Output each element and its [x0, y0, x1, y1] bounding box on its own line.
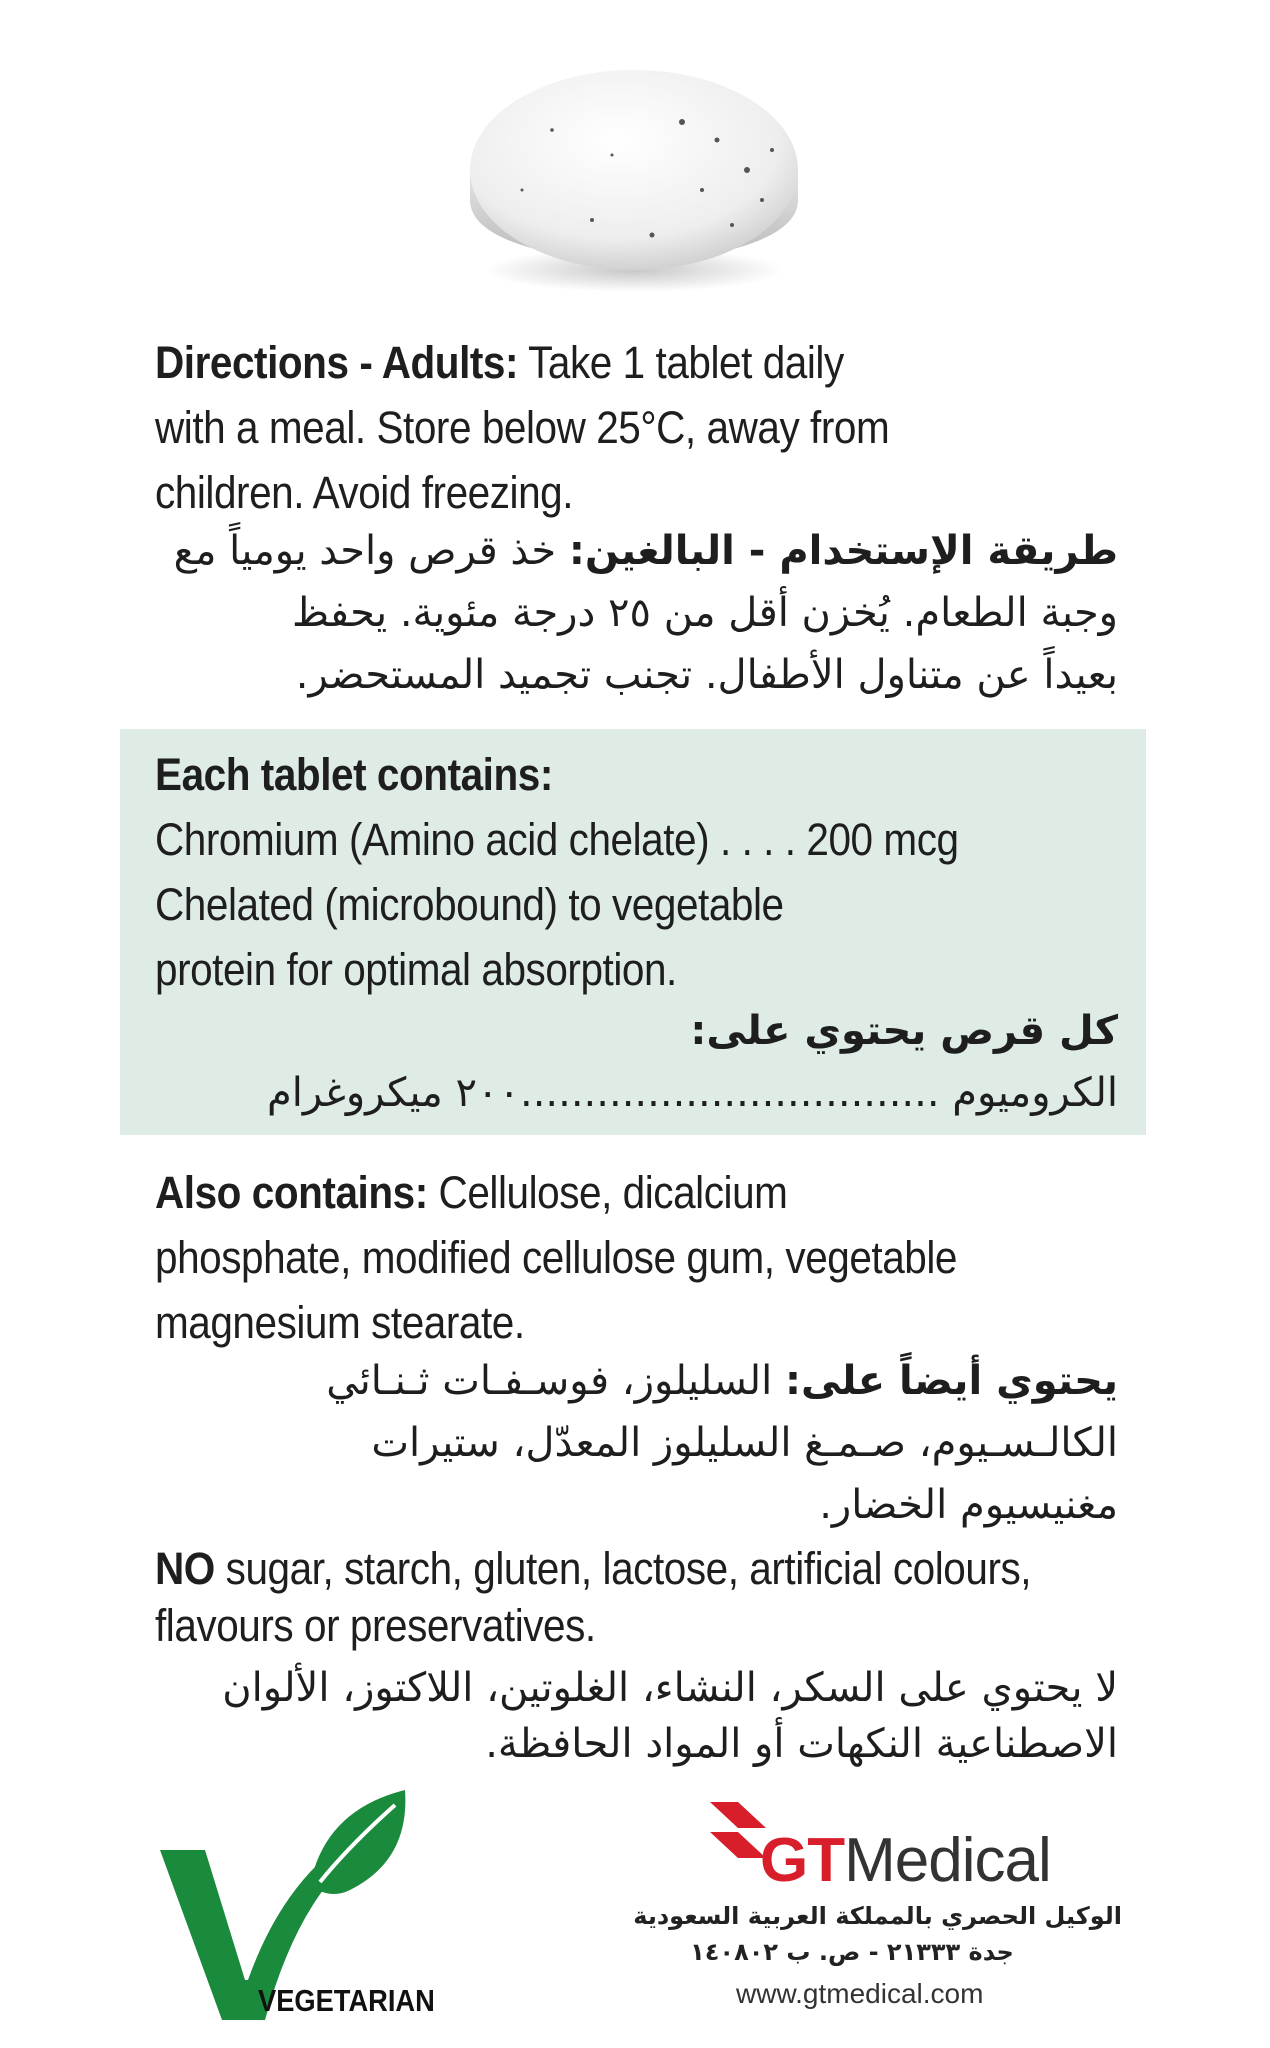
also-contains-ar-text: السليلوز، فوسـفـات ثـنـائي [326, 1358, 785, 1404]
also-contains-ar-text: الكالـسـيوم، صـمـغ السليلوز المعدّل، ستيرات [371, 1420, 1118, 1466]
ingredient-name: Chromium (Amino acid chelate) [155, 814, 710, 865]
gt-medical-logo-icon [708, 1798, 768, 1870]
also-contains-text: magnesium stearate. [155, 1297, 525, 1348]
contents-ar-title: كل قرص يحتوي على: [690, 1008, 1118, 1054]
directions-ar-label: طريقة الإستخدام - البالغين: [568, 528, 1118, 574]
also-contains-ar-label: يحتوي أيضاً على: [784, 1358, 1118, 1404]
contents-ar-row: الكروميوم .................................٢٠٠ ميكروغرام [266, 1070, 1118, 1116]
vegetarian-label: VEGETARIAN [258, 1983, 435, 2018]
free-from-ar [138, 1660, 1118, 1772]
gt-medical-brand [760, 1826, 1051, 1896]
directions-text: with a meal. Store below 25°C, away from [155, 402, 890, 453]
directions-text: children. Avoid freezing. [155, 467, 574, 518]
brand-gt: GT [760, 1826, 845, 1895]
also-contains-text: Cellulose, dicalcium [427, 1167, 788, 1218]
free-from-text: sugar, starch, gluten, lactose, artificial colours, [214, 1543, 1032, 1594]
contents-note: Chelated (microbound) to vegetable [155, 879, 784, 930]
free-from-ar-text: الاصطناعية النكهات أو المواد الحافظة. [485, 1721, 1118, 1767]
tablet-image [462, 60, 807, 300]
ingredient-amount: 200 mcg [806, 814, 959, 865]
address-line: جدة ٢١٣٣٣ - ص. ب ١٤٠٨٠٢ [690, 1938, 1014, 1966]
also-contains-ar-text: مغنيسيوم الخضار. [819, 1482, 1118, 1528]
free-from-text: flavours or preservatives. [155, 1600, 596, 1651]
free-from-en [155, 1540, 1127, 1654]
free-from-label: NO [155, 1543, 215, 1594]
contents-title: Each tablet contains: [155, 749, 553, 800]
directions-ar [138, 520, 1118, 706]
website-link[interactable]: www.gtmedical.com [736, 1978, 984, 2009]
brand-medical: Medical [844, 1826, 1051, 1895]
directions-ar-text: خذ قرص واحد يومياً مع [173, 528, 569, 574]
also-contains-label: Also contains: [155, 1167, 428, 1218]
agent-line: الوكيل الحصري بالمملكة العربية السعودية [633, 1902, 1122, 1930]
distributor-info [522, 1898, 1122, 1970]
directions-label: Directions - Adults: [155, 337, 519, 388]
contents-note: protein for optimal absorption. [155, 944, 677, 995]
directions-ar-text: وجبة الطعام. يُخزن أقل من ٢٥ درجة مئوية. يحفظ [291, 590, 1118, 636]
contents-en [155, 742, 1127, 1002]
contents-ar [138, 1000, 1118, 1124]
directions-ar-text: بعيداً عن متناول الأطفال. تجنب تجميد المستحضر. [295, 652, 1118, 698]
also-contains-text: phosphate, modified cellulose gum, vegetable [155, 1232, 957, 1283]
free-from-ar-text: لا يحتوي على السكر، النشاء، الغلوتين، اللاكتوز، الألوان [222, 1665, 1118, 1711]
also-contains-en [155, 1160, 1127, 1355]
ingredient-dots: . . . . [709, 814, 807, 865]
also-contains-ar [138, 1350, 1118, 1536]
directions-text: Take 1 tablet daily [518, 337, 844, 388]
directions-en [155, 330, 1127, 525]
